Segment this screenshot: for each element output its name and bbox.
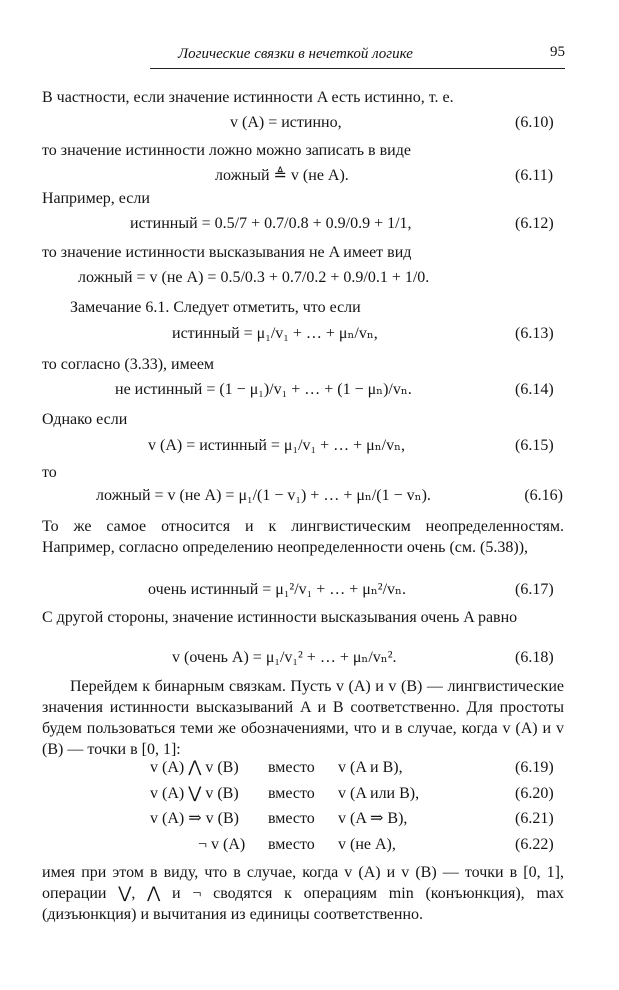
equation: не истинный = (1 − μ₁)/v₁ + … + (1 − μₙ)/vₙ. xyxy=(115,381,412,398)
page-number: 95 xyxy=(550,44,565,60)
equation: v (A) ⇒ v (B) xyxy=(150,810,239,827)
equation: v (A) ⋀ v (B) xyxy=(150,759,239,776)
equation: ложный = v (не A) = μ₁/(1 − v₁) + … + μₙ/(1 − vₙ). xyxy=(96,487,431,504)
equation: v (A) = истинно, xyxy=(230,114,342,131)
equation-number: (6.13) xyxy=(515,325,554,342)
equation-number: (6.14) xyxy=(515,381,554,398)
equation-number: (6.21) xyxy=(515,810,554,827)
equation-number: (6.17) xyxy=(515,581,554,598)
equation-number: (6.22) xyxy=(515,836,554,853)
equation-number: (6.11) xyxy=(515,167,554,184)
equation: v (A) = истинный = μ₁/v₁ + … + μₙ/vₙ, xyxy=(148,437,406,454)
equation-word: вместо xyxy=(268,836,315,853)
paragraph: То же самое относится и к лингвистическим неопределенностям. Например, согласно определению неопределенности очень (см. (5.38)), xyxy=(42,518,564,556)
text-line: Замечание 6.1. Следует отметить, что если xyxy=(70,299,361,316)
equation: ложный = v (не A) = 0.5/0.3 + 0.7/0.2 + 0.9/0.1 + 1/0. xyxy=(78,269,430,286)
equation-number: (6.19) xyxy=(515,759,554,776)
equation-word: вместо xyxy=(268,810,315,827)
paragraph: С другой стороны, значение истинности высказывания очень A равно xyxy=(42,609,518,626)
equation-word: вместо xyxy=(268,759,315,776)
text-line: то значение истинности ложно можно записать в виде xyxy=(42,142,411,159)
text-line: то согласно (3.33), имеем xyxy=(42,356,215,373)
equation-number: (6.15) xyxy=(515,437,554,454)
equation-number: (6.16) xyxy=(524,487,563,504)
equation: v (очень A) = μ₁/v₁² + … + μₙ/vₙ². xyxy=(172,649,397,666)
text-line: то xyxy=(42,464,57,481)
equation: истинный = μ₁/v₁ + … + μₙ/vₙ, xyxy=(172,325,378,342)
equation-number: (6.10) xyxy=(515,114,554,131)
equation-number: (6.18) xyxy=(515,649,554,666)
equation: ложный ≜ v (не A). xyxy=(215,167,349,184)
header-title: Логические связки в нечеткой логике xyxy=(178,46,413,62)
text-line: В частности, если значение истинности A есть истинно, т. е. xyxy=(42,89,454,106)
equation: v (A и B), xyxy=(338,759,403,776)
equation: очень истинный = μ₁²/v₁ + … + μₙ²/vₙ. xyxy=(148,581,406,598)
equation: v (A) ⋁ v (B) xyxy=(150,785,239,802)
equation: v (A или B), xyxy=(338,785,420,802)
text-line: то значение истинности высказывания не A имеет вид xyxy=(42,244,412,261)
paragraph: имея при этом в виду, что в случае, когда v (A) и v (B) — точки в [0, 1], операции ⋁, ⋀ и ¬ сводятся к операциям min (конъюнкция), max (дизъюнкция) и вычитания из единицы соответственно. xyxy=(42,864,564,923)
equation-number: (6.20) xyxy=(515,785,554,802)
equation: v (A ⇒ B), xyxy=(338,810,408,827)
running-header xyxy=(150,46,565,69)
equation: истинный = 0.5/7 + 0.7/0.8 + 0.9/0.9 + 1/1, xyxy=(130,215,412,232)
equation-number: (6.12) xyxy=(515,215,554,232)
equation-word: вместо xyxy=(268,785,315,802)
text-line: Однако если xyxy=(42,411,128,428)
paragraph: Перейдем к бинарным связкам. Пусть v (A) и v (B) — лингвистические значения истинности высказываний A и B соответственно. Для простоты будем пользоваться теми же обозначениями, что и в случае, когда v (A) и v (B) — точки в [0, 1]: xyxy=(42,678,564,758)
equation: ¬ v (A) xyxy=(198,836,246,853)
text-line: Например, если xyxy=(42,190,150,207)
equation: v (не A), xyxy=(338,836,396,853)
